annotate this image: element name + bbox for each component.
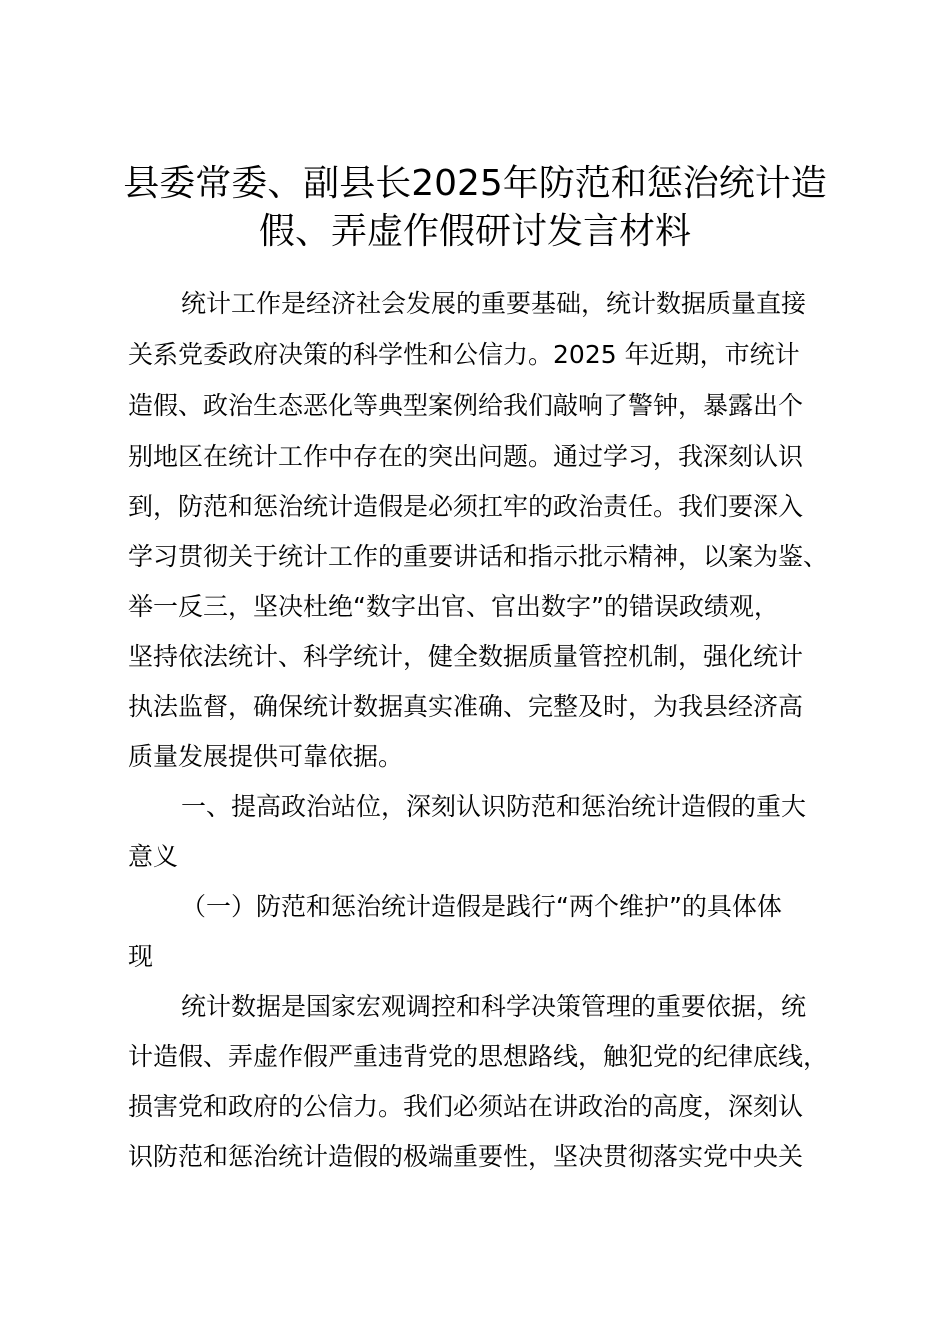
body-line: 学习贯彻关于统计工作的重要讲话和指示批示精神，以案为鉴、 xyxy=(128,542,829,571)
section-heading-line: 一、提高政治站位，深刻认识防范和惩治统计造假的重大 xyxy=(181,792,807,821)
body-line: 损害党和政府的公信力。我们必须站在讲政治的高度，深刻认 xyxy=(128,1092,804,1121)
body-line: 别地区在统计工作中存在的突出问题。通过学习，我深刻认识 xyxy=(128,442,804,471)
body-line: 坚持依法统计、科学统计，健全数据质量管控机制，强化统计 xyxy=(128,642,804,671)
body-line: 统计数据是国家宏观调控和科学决策管理的重要依据，统 xyxy=(181,992,807,1021)
section-heading-line: 意义 xyxy=(128,842,179,871)
body-line: 计造假、弄虚作假严重违背党的思想路线，触犯党的纪律底线， xyxy=(128,1042,829,1071)
body-line: 执法监督，确保统计数据真实准确、完整及时，为我县经济高 xyxy=(128,692,804,721)
body-line: 到，防范和惩治统计造假是必须扛牢的政治责任。我们要深入 xyxy=(128,492,804,521)
subsection-heading-line: （一）防范和惩治统计造假是践行“两个维护”的具体体 xyxy=(181,892,782,921)
document-title-line-1: 县委常委、副县长2025年防范和惩治统计造 xyxy=(123,163,827,204)
body-line: 举一反三，坚决杜绝“数字出官、官出数字”的错误政绩观， xyxy=(128,592,779,621)
document-title-line-2: 假、弄虚作假研讨发言材料 xyxy=(258,211,691,252)
body-line: 统计工作是经济社会发展的重要基础，统计数据质量直接 xyxy=(181,289,807,318)
body-line: 质量发展提供可靠依据。 xyxy=(128,742,404,771)
body-line: 识防范和惩治统计造假的极端重要性，坚决贯彻落实党中央关 xyxy=(128,1142,804,1171)
body-line: 造假、政治生态恶化等典型案例给我们敲响了警钟，暴露出个 xyxy=(128,391,804,420)
subsection-heading-line: 现 xyxy=(128,942,154,971)
body-line: 关系党委政府决策的科学性和公信力。2025 年近期，市统计 xyxy=(128,340,800,369)
